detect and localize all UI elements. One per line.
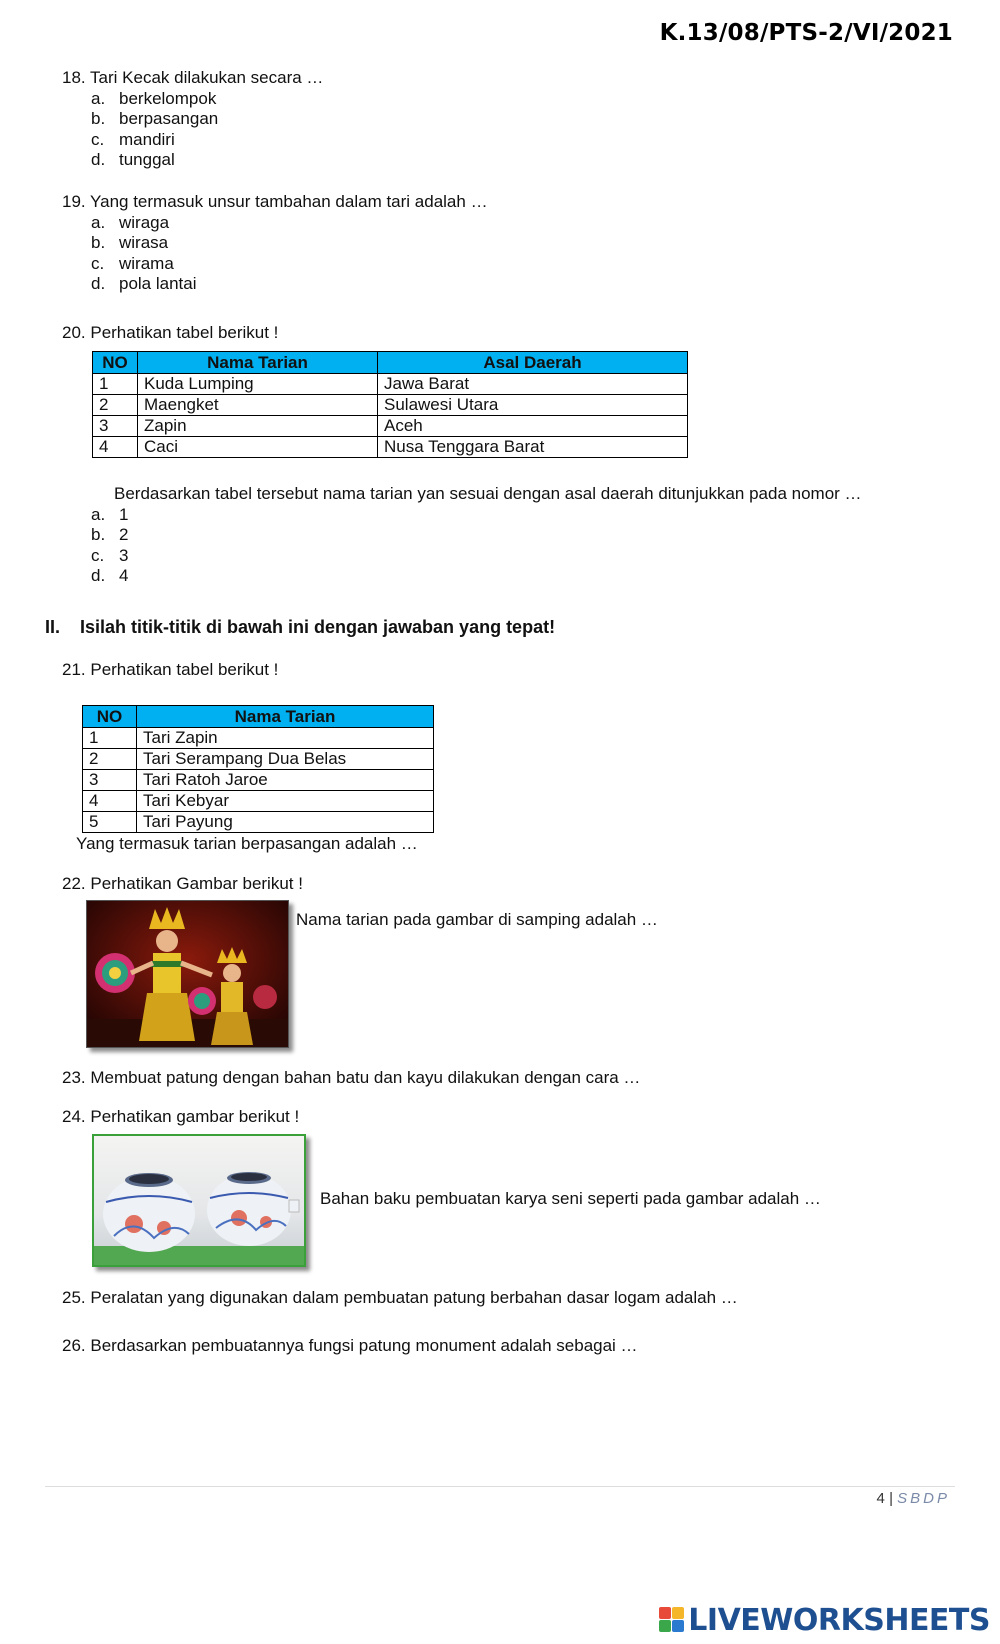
table-row [93, 374, 688, 395]
table-row [83, 728, 434, 749]
table-row [93, 416, 688, 437]
cell-no: 5 [83, 812, 137, 833]
option-letter: c. [91, 130, 105, 149]
footer-separator: | [889, 1490, 893, 1507]
option-letter: a. [91, 505, 106, 524]
q19-option-c [91, 253, 174, 274]
option-letter: b. [91, 109, 106, 128]
cell-no: 2 [83, 749, 137, 770]
cell-region: Nusa Tenggara Barat [378, 437, 688, 458]
q21-question: Yang termasuk tarian berpasangan adalah … [76, 834, 418, 853]
table-header-row [93, 352, 688, 374]
option-text: berkelompok [119, 89, 217, 108]
cell-no: 1 [83, 728, 137, 749]
option-text: 1 [119, 505, 129, 524]
cell-region: Sulawesi Utara [378, 395, 688, 416]
ceramic-jars-image [94, 1136, 304, 1265]
option-text: tunggal [119, 150, 175, 169]
cell-dance: Tari Kebyar [137, 791, 434, 812]
cell-region: Jawa Barat [378, 374, 688, 395]
header-nama-tarian: Nama Tarian [138, 352, 378, 374]
q19-option-a [91, 212, 169, 233]
header-no: NO [83, 706, 137, 728]
option-text: mandiri [119, 130, 175, 149]
cell-no: 3 [93, 416, 138, 437]
q18-option-c [91, 129, 175, 150]
cell-region: Aceh [378, 416, 688, 437]
question-25: 25. Peralatan yang digunakan dalam pembuatan patung berbahan dasar logam adalah … [62, 1288, 738, 1307]
q18-option-a [91, 88, 216, 109]
question-22: 22. Perhatikan Gambar berikut ! [62, 874, 303, 893]
footer-divider [45, 1486, 955, 1487]
balinese-dancers-image [87, 901, 288, 1047]
cell-dance: Maengket [138, 395, 378, 416]
option-letter: c. [91, 546, 105, 565]
dancer-photo [86, 900, 289, 1048]
option-text: wirama [119, 254, 174, 273]
option-letter: a. [91, 213, 106, 232]
q19-option-d [91, 273, 197, 294]
q20-option-c [91, 545, 128, 566]
option-text: pola lantai [119, 274, 197, 293]
q24-caption: Bahan baku pembuatan karya seni seperti pada gambar adalah … [320, 1189, 821, 1208]
table-row [83, 791, 434, 812]
option-text: wirasa [119, 233, 169, 252]
option-letter: d. [91, 274, 106, 293]
cell-no: 3 [83, 770, 137, 791]
section-number: II. [45, 617, 61, 637]
q22-caption: Nama tarian pada gambar di samping adalah … [296, 910, 658, 929]
option-letter: d. [91, 150, 106, 169]
brand-name: LIVEWORKSHEETS [688, 1603, 990, 1638]
cell-dance: Caci [138, 437, 378, 458]
section-heading [45, 617, 555, 638]
cell-dance: Tari Serampang Dua Belas [137, 749, 434, 770]
table-row [93, 437, 688, 458]
subject-code: SBDP [897, 1490, 950, 1507]
question-23: 23. Membuat patung dengan bahan batu dan kayu dilakukan dengan cara … [62, 1068, 641, 1087]
q18-option-d [91, 149, 175, 170]
table-row [93, 395, 688, 416]
header-asal-daerah: Asal Daerah [378, 352, 688, 374]
dance-list-table [82, 705, 434, 833]
cell-no: 4 [83, 791, 137, 812]
cell-no: 2 [93, 395, 138, 416]
cell-no: 4 [93, 437, 138, 458]
q19-option-b [91, 232, 168, 253]
option-text: 3 [119, 546, 129, 565]
option-letter: d. [91, 566, 106, 585]
page-footer [877, 1490, 950, 1507]
ceramic-jars-photo [92, 1134, 306, 1267]
q20-option-a [91, 504, 128, 525]
q20-option-d [91, 565, 128, 586]
question-20: 20. Perhatikan tabel berikut ! [62, 323, 279, 342]
option-text: 4 [119, 566, 129, 585]
question-19: 19. Yang termasuk unsur tambahan dalam tari adalah … [62, 192, 488, 211]
option-text: 2 [119, 525, 129, 544]
cell-dance: Tari Zapin [137, 728, 434, 749]
cell-dance: Kuda Lumping [138, 374, 378, 395]
table-header-row [83, 706, 434, 728]
option-letter: a. [91, 89, 106, 108]
section-title: Isilah titik-titik di bawah ini dengan jawaban yang tepat! [80, 617, 556, 637]
table-row [83, 812, 434, 833]
option-letter: b. [91, 233, 106, 252]
question-24: 24. Perhatikan gambar berikut ! [62, 1107, 300, 1126]
table-row [83, 770, 434, 791]
question-18: 18. Tari Kecak dilakukan secara … [62, 68, 324, 87]
option-letter: c. [91, 254, 105, 273]
liveworksheets-logo-icon [659, 1607, 685, 1633]
document-id: K.13/08/PTS-2/VI/2021 [659, 20, 953, 46]
option-text: wiraga [119, 213, 170, 232]
table-row [83, 749, 434, 770]
option-letter: b. [91, 525, 106, 544]
question-26: 26. Berdasarkan pembuatannya fungsi patung monument adalah sebagai … [62, 1336, 638, 1355]
header-nama-tarian: Nama Tarian [137, 706, 434, 728]
liveworksheets-brand[interactable] [659, 1603, 990, 1638]
cell-dance: Tari Payung [137, 812, 434, 833]
cell-dance: Zapin [138, 416, 378, 437]
page-number: 4 [876, 1490, 885, 1507]
option-text: berpasangan [119, 109, 219, 128]
question-21: 21. Perhatikan tabel berikut ! [62, 660, 279, 679]
cell-no: 1 [93, 374, 138, 395]
q18-option-b [91, 108, 218, 129]
q20-option-b [91, 524, 128, 545]
dance-origin-table [92, 351, 688, 458]
q20-question: Berdasarkan tabel tersebut nama tarian yan sesuai dengan asal daerah ditunjukkan pada nomor … [114, 484, 862, 503]
header-no: NO [93, 352, 138, 374]
cell-dance: Tari Ratoh Jaroe [137, 770, 434, 791]
